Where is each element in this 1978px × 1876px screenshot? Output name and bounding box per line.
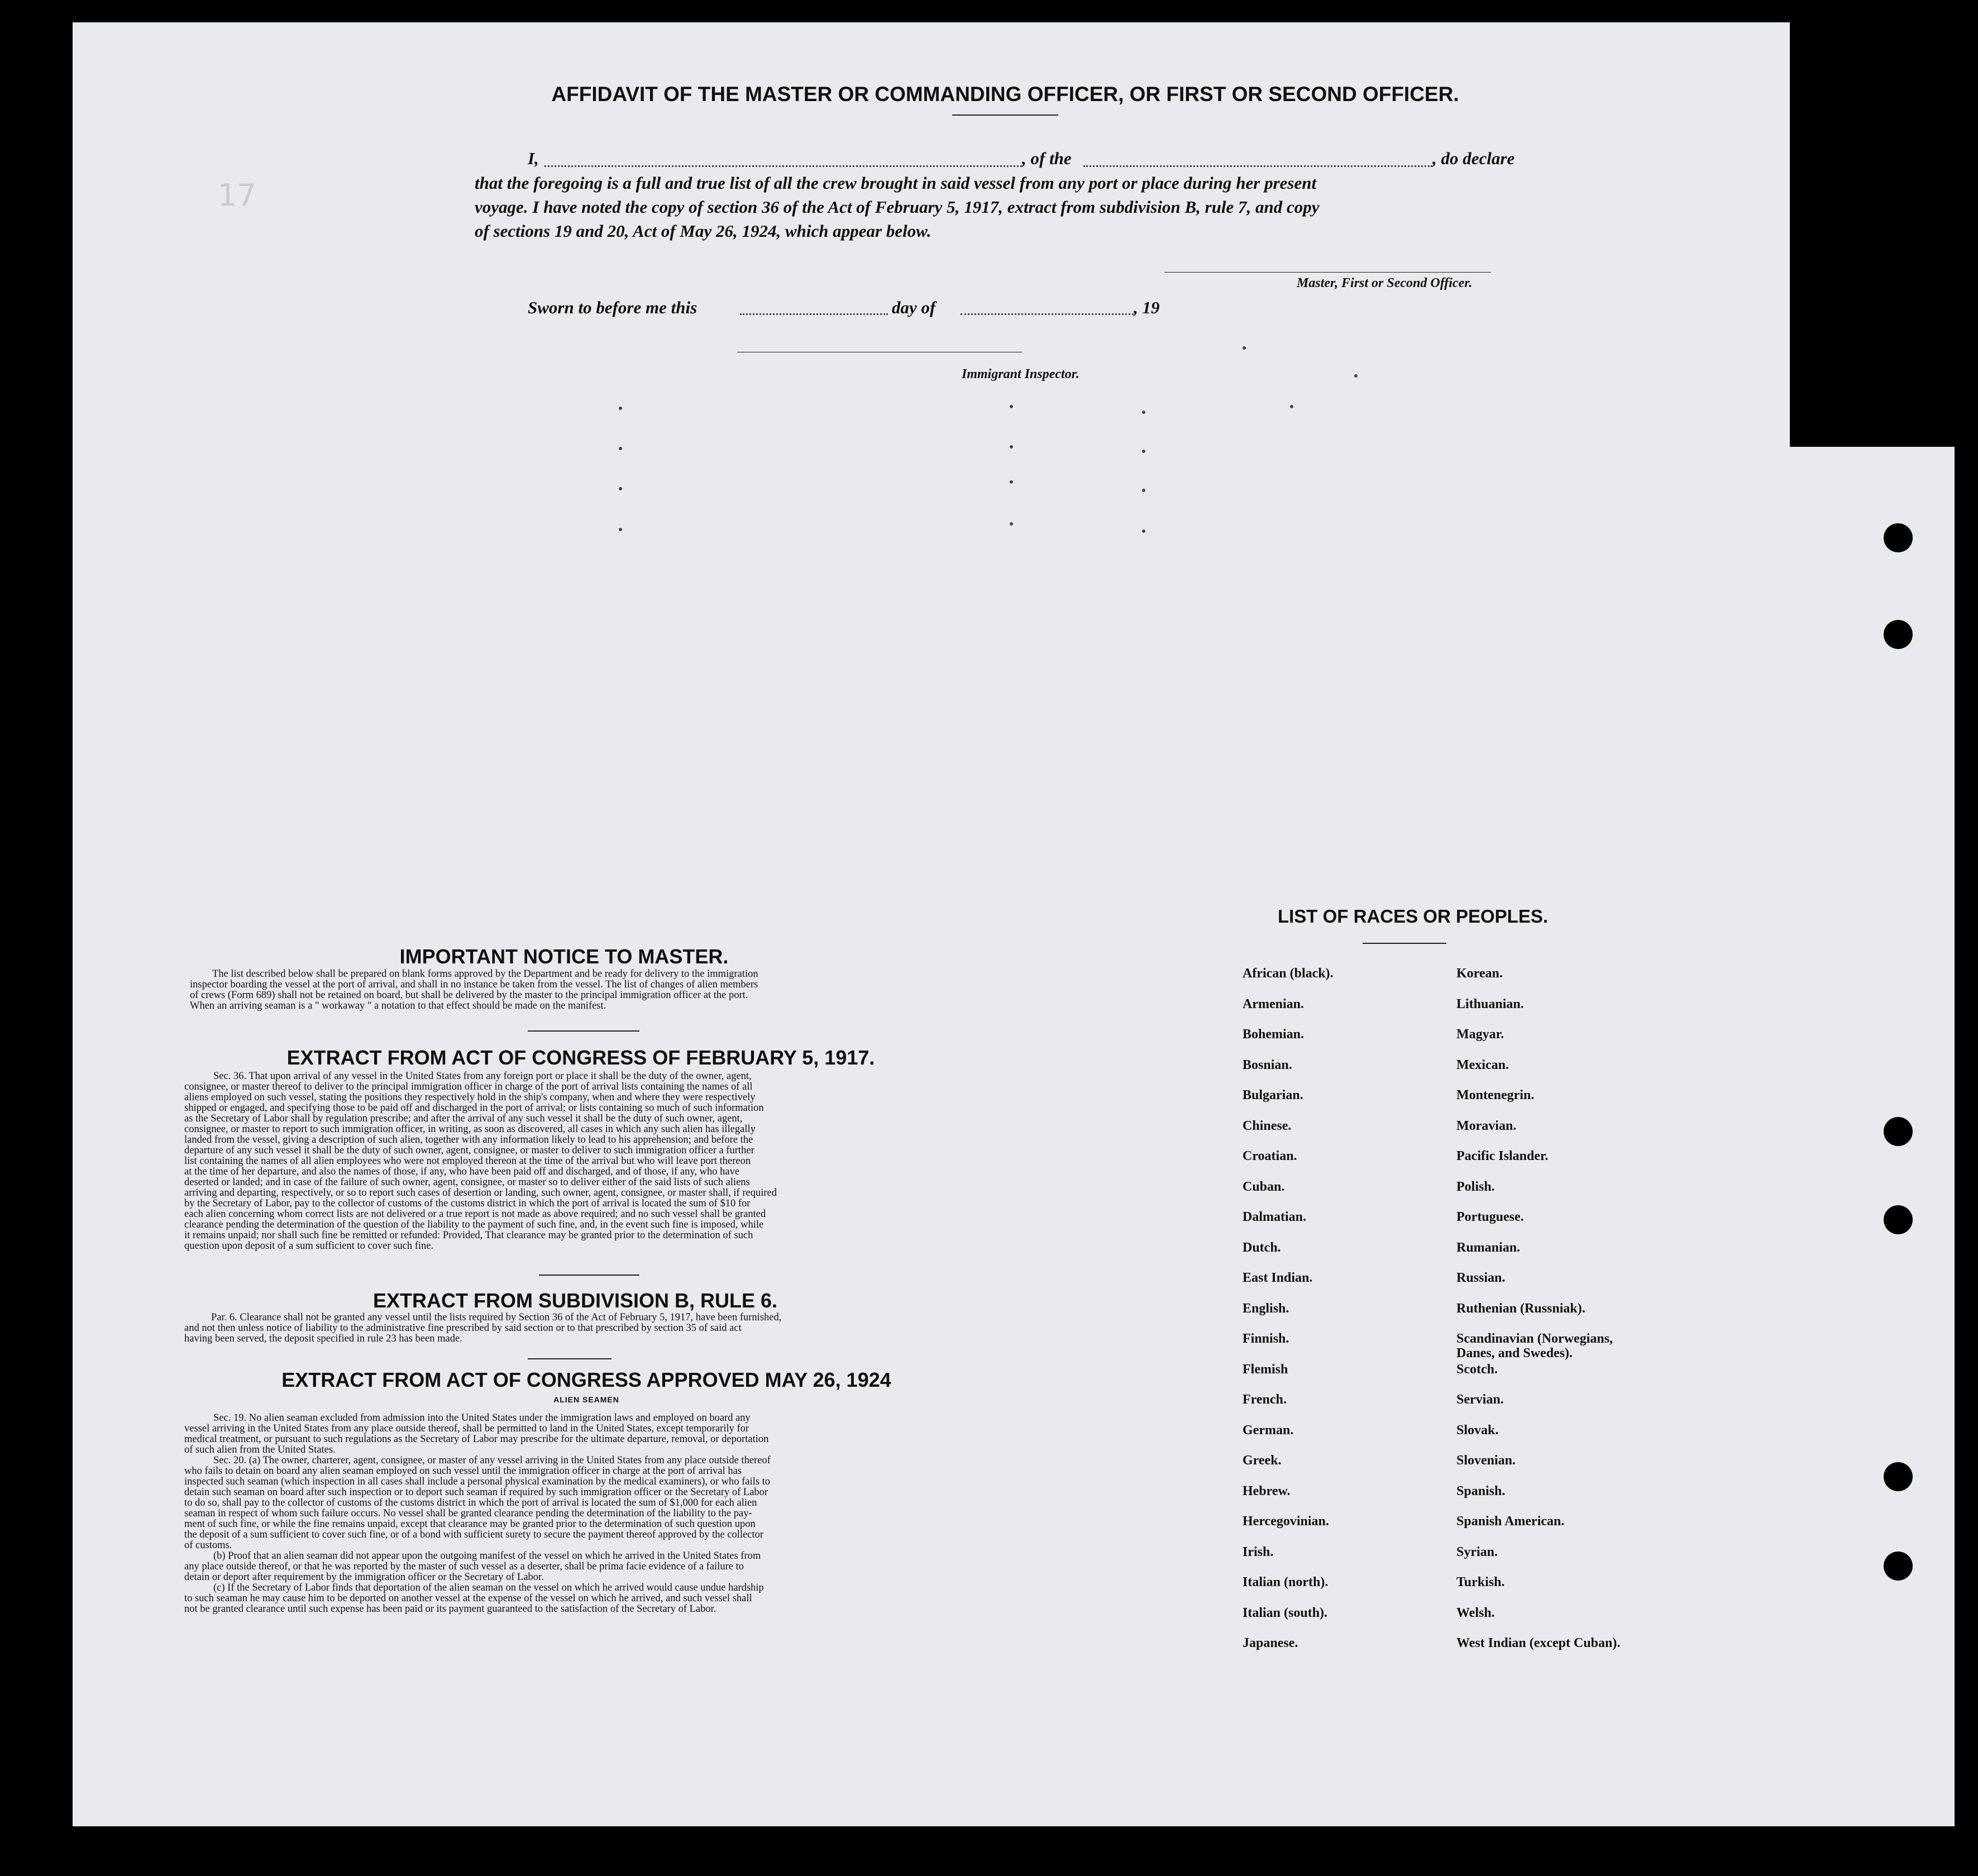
- race-item: Dalmatian.: [1243, 1210, 1306, 1224]
- notice-line: of crews (Form 689) shall not be retained on board, but shall be delivered by the master to the principal immigration officer at the port.: [190, 990, 748, 1001]
- race-item: Slovenian.: [1456, 1453, 1516, 1468]
- race-item: Japanese.: [1243, 1636, 1298, 1650]
- race-item: Bosnian.: [1243, 1057, 1292, 1072]
- extract-1917-line: question upon deposit of a sum sufficient to cover such fine.: [184, 1240, 434, 1252]
- race-item: Pacific Islander.: [1456, 1149, 1549, 1163]
- extract-1924-line: to do so, shall pay to the collector of customs of the customs district in which the port of arrival is located the sum of $1,000 for each alien: [184, 1497, 757, 1509]
- extract-1917-line: consignee, or master to report to such immigration officer, in writing, as soon as discovered, all cases in which any such alien has illegally: [184, 1124, 756, 1135]
- race-item: Korean.: [1456, 966, 1503, 981]
- binder-hole: [1884, 1552, 1913, 1581]
- extract-1917-line: as the Secretary of Labor shall by regulation prescribe; and after the arrival of any such vessel it shall be the duty of such owner, agent,: [184, 1113, 743, 1124]
- stray-mark: [1010, 480, 1013, 484]
- race-item: Finnish.: [1243, 1331, 1289, 1346]
- race-item: Dutch.: [1243, 1240, 1281, 1255]
- race-item: English.: [1243, 1301, 1289, 1316]
- extract-1917-line: arriving and departing, respectively, or so to report such cases of desertion or landing, such owner, agent, consignee, or master shall, if required: [184, 1187, 777, 1199]
- race-item: Rumanian.: [1456, 1240, 1521, 1255]
- extract-1924-line: who fails to detain on board any alien seaman employed on such vessel until the immigration officer in charge at the port of arrival has: [184, 1466, 742, 1477]
- race-item: Montenegrin.: [1456, 1088, 1535, 1102]
- extract-1924-line: of customs.: [184, 1540, 232, 1551]
- notice-text: [190, 969, 963, 1011]
- race-item: Welsh.: [1456, 1605, 1495, 1620]
- extract-1917-line: aliens employed on such vessel, stating the positions they respectively hold in the ship's company, when and where they were respectively: [184, 1092, 756, 1103]
- race-item: Chinese.: [1243, 1118, 1292, 1133]
- race-item: German.: [1243, 1422, 1294, 1438]
- race-item: Scandinavian (Norwegians, Danes, and Swedes).: [1456, 1331, 1613, 1361]
- race-item: Syrian.: [1456, 1544, 1498, 1559]
- race-item: Magyar.: [1456, 1027, 1504, 1042]
- sworn-label: Sworn to before me this: [528, 298, 697, 317]
- extract-1924-line: (b) Proof that an alien seaman did not appear upon the outgoing manifest of the vessel on which he arrived in the United States from: [213, 1550, 761, 1562]
- stray-mark: [1010, 522, 1013, 526]
- extract-1924-line: not be granted clearance until such expense has been paid or its payment guaranteed to the satisfaction of the Secretary of Labor.: [184, 1603, 716, 1615]
- inspector-label: Immigrant Inspector.: [962, 367, 1079, 381]
- notice-line: When an arriving seaman is a " workaway " a notation to that effect should be made on the manifest.: [190, 1000, 606, 1011]
- race-item: Spanish.: [1456, 1483, 1506, 1498]
- race-item: Hebrew.: [1243, 1483, 1291, 1498]
- declaration-line-1: that the foregoing is a full and true list of all the crew brought in said vessel from any port or place during her present: [475, 173, 1317, 193]
- extract-1924-line: the deposit of a sum sufficient to cover such fine, or of a bond with sufficient surety to secure the payment thereof approved by the collector: [184, 1529, 764, 1540]
- extract-1917-line: clearance pending the determination of the question of the liability to the payment of such fine, and, in the event such fine is imposed, while: [184, 1219, 764, 1230]
- race-item: Hercegovinian.: [1243, 1514, 1329, 1529]
- race-item: French.: [1243, 1392, 1287, 1407]
- of-the-label: , of the: [1022, 149, 1072, 168]
- race-item: Mexican.: [1456, 1057, 1509, 1072]
- extract-1924-text: [184, 1413, 963, 1615]
- extract-1917-line: shipped or engaged, and specifying those to be paid off and discharged in the port of arrival; or lists containing so much of such information: [184, 1102, 764, 1114]
- declaration-line-2: voyage. I have noted the copy of section 36 of the Act of February 5, 1917, extract from subdivision B, rule 7, and copy: [475, 197, 1320, 217]
- race-item: Scotch.: [1456, 1362, 1498, 1377]
- section-divider: [528, 1358, 611, 1359]
- binder-hole: [1884, 1462, 1913, 1491]
- stray-mark: [619, 528, 622, 531]
- race-item: Spanish American.: [1456, 1514, 1565, 1529]
- attached-sheet: [1692, 447, 1955, 1826]
- notice-title: IMPORTANT NOTICE TO MASTER.: [399, 945, 729, 968]
- race-item: Russian.: [1456, 1271, 1506, 1285]
- extract-1917-line: departure of any such vessel it shall be the duty of such owner, agent, consignee, or master to deliver to such immigration officer a further: [184, 1145, 754, 1156]
- binder-hole: [1884, 523, 1913, 552]
- do-declare-label: , do declare: [1432, 149, 1515, 168]
- section-divider: [539, 1274, 639, 1276]
- extract-1924-line: inspected such seaman (which inspection in all cases shall include a personal physical examination by the medical examiners), or who fails to: [184, 1476, 771, 1487]
- binder-hole: [1884, 1205, 1913, 1234]
- declaration-line-3: of sections 19 and 20, Act of May 26, 1924, which appear below.: [475, 221, 931, 241]
- master-signature-line[interactable]: [1164, 272, 1491, 273]
- extract-rule6-line: and not then unless notice of liability to the administrative fine prescribed by said section or to that prescribed by section 35 of said act: [184, 1323, 742, 1334]
- stray-mark: [1142, 529, 1145, 533]
- extract-rule6-line: having been served, the deposit specified in rule 23 has been made.: [184, 1333, 462, 1344]
- race-item: Lithuanian.: [1456, 996, 1524, 1011]
- extract-1924-line: detain or deport after requirement by the immigration officer or the Secretary of Labor.: [184, 1572, 544, 1583]
- year-label: , 19: [1134, 298, 1160, 317]
- race-item: West Indian (except Cuban).: [1456, 1636, 1621, 1650]
- extract-1924-title: EXTRACT FROM ACT OF CONGRESS APPROVED MAY 26, 1924: [281, 1368, 891, 1391]
- sworn-month-field[interactable]: [961, 313, 1134, 315]
- race-item: Turkish.: [1456, 1575, 1505, 1589]
- stray-mark: [1142, 450, 1145, 453]
- extract-1924-line: Sec. 19. No alien seaman excluded from admission into the United States under the immigration laws and employed on board any: [213, 1412, 751, 1424]
- extract-1917-line: deserted or landed; and in case of the failure of such owner, agent, consignee, or master so to deliver either of the said lists of such aliens: [184, 1177, 750, 1188]
- extract-rule6-text: [184, 1312, 963, 1344]
- stray-mark: [619, 407, 622, 410]
- extract-1917-line: each alien concerning whom correct lists are not delivered or a true report is not made as above required; and no such vessel shall be granted: [184, 1209, 766, 1220]
- extract-1924-line: to such seaman he may cause him to be deported on another vessel at the expense of the vessel on which he arrived, and such vessel shall: [184, 1593, 752, 1604]
- race-item: East Indian.: [1243, 1271, 1313, 1285]
- stray-mark: [1142, 410, 1145, 414]
- extract-1917-line: Sec. 36. That upon arrival of any vessel in the United States from any foreign port or place it shall be the duty of the owner, agent,: [213, 1071, 752, 1082]
- race-item: Flemish: [1243, 1362, 1288, 1377]
- races-title-underline: [1363, 943, 1446, 944]
- stray-mark: [1290, 405, 1293, 408]
- extract-1924-subtitle: ALIEN SEAMEN: [553, 1395, 619, 1404]
- stray-mark: [1243, 346, 1246, 350]
- race-item: African (black).: [1243, 966, 1334, 981]
- extract-1917-line: landed from the vessel, giving a description of such alien, together with any information likely to lead to his apprehension; and before the: [184, 1134, 753, 1145]
- race-item: Croatian.: [1243, 1149, 1297, 1163]
- extract-1924-line: vessel arriving in the United States from any place outside thereof, shall be permitted to land in the United States, except temporarily for: [184, 1423, 749, 1434]
- stray-mark: [1354, 374, 1358, 378]
- master-label: Master, First or Second Officer.: [1297, 276, 1473, 290]
- title-underline: [952, 114, 1058, 116]
- race-item: Moravian.: [1456, 1118, 1517, 1133]
- notice-line: The list described below shall be prepared on blank forms approved by the Department and be ready for delivery to the immigration: [212, 968, 758, 980]
- race-item: Portuguese.: [1456, 1210, 1524, 1224]
- race-item: Greek.: [1243, 1453, 1282, 1468]
- race-item: Bohemian.: [1243, 1027, 1305, 1042]
- race-item: Italian (south).: [1243, 1605, 1328, 1620]
- extract-1924-line: medical treatment, or pursuant to such regulations as the Secretary of Labor may prescribe for the ultimate departure, removal, or deportation: [184, 1434, 769, 1445]
- extract-1917-line: list containing the names of all alien employees who were not employed thereon at the time of the arrival but who will leave port thereon: [184, 1156, 751, 1167]
- binder-hole: [1884, 1117, 1913, 1146]
- section-divider: [528, 1030, 639, 1032]
- name-field[interactable]: [544, 165, 1022, 167]
- extract-1917-line: it remains unpaid; nor shall such fine be remitted or refunded: Provided, That clearance may be granted prior to the determination of such: [184, 1230, 753, 1241]
- race-item: Italian (north).: [1243, 1575, 1329, 1589]
- extract-1924-line: detain such seaman on board after such inspection or to deport such seaman if required by such immigration officer or the Secretary of Labor: [184, 1487, 768, 1498]
- extract-1917-title: EXTRACT FROM ACT OF CONGRESS OF FEBRUARY 5, 1917.: [286, 1046, 875, 1069]
- race-item: Cuban.: [1243, 1179, 1285, 1194]
- extract-1924-line: Sec. 20. (a) The owner, charterer, agent, consignee, or master of any vessel arriving in the United States from any place outside thereof: [213, 1455, 771, 1466]
- notice-line: inspector boarding the vessel at the port of arrival, and shall in no instance be taken from the vessel. The list of changes of alien members: [190, 979, 758, 990]
- extract-1924-line: seaman in respect of whom such failure occurs. No vessel shall be granted clearance pending the determination of the liability to the pay-: [184, 1508, 752, 1519]
- race-item: Slovak.: [1456, 1422, 1499, 1438]
- races-title: LIST OF RACES OR PEOPLES.: [1277, 906, 1549, 927]
- race-item: Irish.: [1243, 1544, 1274, 1559]
- race-item: Servian.: [1456, 1392, 1504, 1407]
- extract-1924-line: (c) If the Secretary of Labor finds that deportation of the alien seaman on the vessel on which he arrived would cause undue hardship: [213, 1582, 764, 1593]
- extract-1917-line: consignee, or master thereof to deliver to the principal immigration officer in charge of the port of arrival lists containing the names of all: [184, 1081, 753, 1092]
- extract-rule6-title: EXTRACT FROM SUBDIVISION B, RULE 6.: [372, 1289, 778, 1312]
- stray-mark: [1010, 405, 1013, 408]
- extract-1924-line: ment of such fine, or while the fine remains unpaid, except that clearance may be granted prior to the determination of such question upon: [184, 1519, 756, 1530]
- i-label: I,: [528, 149, 539, 168]
- race-item: Polish.: [1456, 1179, 1495, 1194]
- extract-1924-line: any place outside thereof, or that he was reported by the master of such vessel as a deserter, shall be prima facie evidence of a failure to: [184, 1561, 744, 1572]
- stray-mark: [1142, 489, 1145, 492]
- extract-rule6-line: Par. 6. Clearance shall not be granted any vessel until the lists required by Section 36 of the Act of February 5, 1917, have been furnished,: [211, 1312, 782, 1323]
- extract-1917-line: by the Secretary of Labor, pay to the collector of customs of the customs district in which the port of arrival is located the sum of $10 for: [184, 1198, 751, 1209]
- vessel-field[interactable]: [1083, 165, 1432, 167]
- extract-1917-line: at the time of her departure, and also the names of those, if any, who have been paid off and discharged, and of those, if any, who have: [184, 1166, 740, 1177]
- handwritten-page-number: 17: [218, 178, 256, 213]
- binder-hole: [1884, 620, 1913, 649]
- race-item: Armenian.: [1243, 996, 1304, 1011]
- stray-mark: [619, 487, 622, 490]
- extract-1917-text: [184, 1071, 963, 1252]
- extract-1924-line: of such alien from the United States.: [184, 1444, 336, 1455]
- day-of-label: day of: [892, 298, 936, 317]
- stray-mark: [619, 447, 622, 450]
- sworn-day-field[interactable]: [740, 313, 888, 315]
- race-item: Ruthenian (Russniak).: [1456, 1301, 1585, 1316]
- race-item: Bulgarian.: [1243, 1088, 1303, 1102]
- affidavit-title: AFFIDAVIT OF THE MASTER OR COMMANDING OFFICER, OR FIRST OR SECOND OFFICER.: [551, 83, 1459, 106]
- stray-mark: [1010, 445, 1013, 448]
